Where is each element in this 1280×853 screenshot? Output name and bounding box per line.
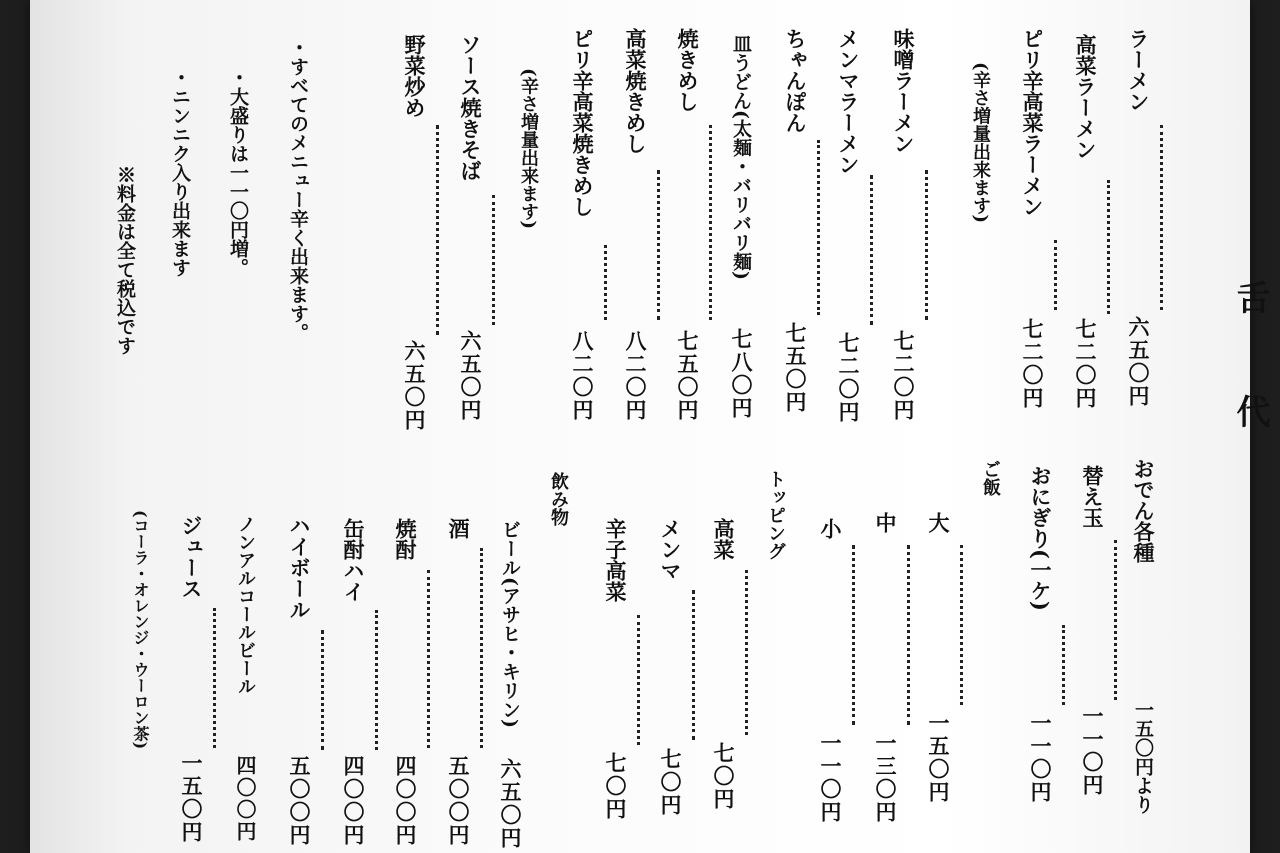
menu-item: 替え玉 一一〇円 [1067,0,1117,853]
menu-item: メンマ 七〇円 [645,0,695,853]
menu-item: ノンアルコールビール 四〇〇円 [233,515,257,843]
menu-item: ちゃんぽん 七五〇円 [770,0,820,853]
menu-item: 高菜 七〇円 [698,0,748,853]
menu-note: (辛さ増量出来ます) [970,62,991,224]
leader-dots [274,630,324,750]
leader-dots [913,545,963,705]
menu-item: 辛子高菜 七〇円 [590,0,640,853]
menu-item: ラーメン 六五〇円 [1113,0,1163,853]
leader-dots [166,608,216,748]
menu-item: 皿うどん(太麺・バリバリ麺) 七八〇円 [729,34,754,420]
menu-note: ・ニンニク入り出来ます [169,68,191,277]
leader-dots [380,570,430,748]
menu-item: ビール(アサヒ・キリン) 六五〇円 [498,520,523,850]
menu-item: 中 一三〇円 [860,0,910,853]
menu-item: 焼きめし 七五〇円 [662,0,712,853]
menu-item: メンマラーメン 七二〇円 [823,0,873,853]
leader-dots [433,548,483,748]
leader-dots [328,610,378,750]
menu-item: 高菜ラーメン 七二〇円 [1060,0,1110,853]
section-heading: トッピング [765,470,786,560]
menu-item: 高菜焼きめし 八二〇円 [610,0,660,853]
leader-dots [590,615,640,745]
menu-note: (コーラ・オレンジ・ウーロン茶) [131,510,150,750]
menu-item: ピリ辛高菜焼きめし 八二〇円 [557,0,607,853]
menu-item: 味噌ラーメン 七二〇円 [878,0,928,853]
menu-note: ※料金は全て税込です [114,165,136,355]
menu-title: 舌 代 [1230,280,1270,462]
menu-item: 酒 五〇〇円 [433,0,483,853]
menu-item: おでん各種 一五〇円より [1131,458,1156,814]
menu-item: ハイボール 五〇〇円 [274,0,324,853]
leader-dots [805,545,855,725]
menu-note: ・大盛りは一一〇円増。 [227,68,249,277]
menu-item: ソース焼きそば 六五〇円 [445,0,495,853]
leader-dots [1015,625,1065,705]
menu-item: ピリ辛高菜ラーメン 七二〇円 [1007,0,1057,853]
menu-item: 小 一一〇円 [805,0,855,853]
menu-sheet [30,0,1270,853]
leader-dots [698,570,748,735]
section-heading: 飲み物 [548,472,569,526]
leader-dots [860,545,910,725]
leader-dots [1067,540,1117,700]
menu-note: ・すべてのメニュー辛く出来ます。 [287,38,309,342]
leader-dots [645,590,695,740]
section-heading: ご飯 [980,460,1001,496]
menu-item: 大 一五〇円 [913,0,963,853]
menu-item: 缶酎ハイ 四〇〇円 [328,0,378,853]
menu-item: 焼酎 四〇〇円 [380,0,430,853]
menu-item: おにぎり(一ケ) 一一〇円 [1015,0,1065,853]
menu-item: ジュース 一五〇円 [166,0,216,853]
menu-item: 野菜炒め 六五〇円 [389,0,439,853]
menu-note: (辛さ増量出来ます) [518,68,539,230]
